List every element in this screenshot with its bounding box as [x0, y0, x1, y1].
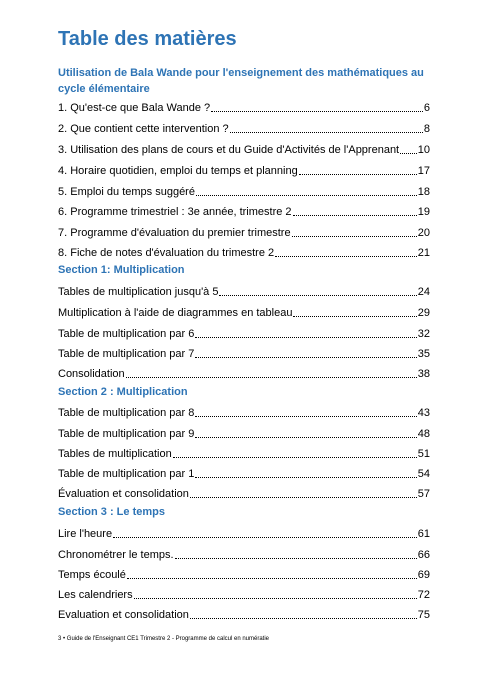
toc-leader-dots	[230, 132, 423, 133]
toc-entry-page: 10	[417, 144, 430, 156]
section-1-heading: Section 1: Multiplication	[58, 264, 185, 276]
toc-entry-label: Table de multiplication par 9	[58, 428, 195, 440]
toc-entry[interactable]	[58, 406, 430, 420]
toc-entry-label: Tables de multiplication jusqu'à 5	[58, 286, 219, 298]
toc-leader-dots	[195, 477, 416, 478]
toc-entry[interactable]	[58, 588, 430, 602]
toc-entry-page: 29	[417, 307, 430, 319]
toc-entry-label: 3. Utilisation des plans de cours et du Guide d'Activités de l'Apprenant	[58, 144, 400, 156]
toc-entry[interactable]	[58, 608, 430, 622]
toc-entry-label: Table de multiplication par 7	[58, 348, 195, 360]
toc-leader-dots	[293, 316, 416, 317]
toc-entry-label: Consolidation	[58, 368, 125, 380]
toc-entry[interactable]	[58, 205, 430, 219]
toc-entry-page: 48	[417, 428, 430, 440]
toc-leader-dots	[134, 598, 417, 599]
toc-entry-page: 43	[417, 407, 430, 419]
toc-entry[interactable]	[58, 548, 430, 562]
toc-entry-label: Table de multiplication par 6	[58, 328, 195, 340]
toc-entry[interactable]	[58, 467, 430, 481]
toc-entry-page: 24	[417, 286, 430, 298]
toc-leader-dots	[219, 295, 416, 296]
toc-leader-dots	[195, 357, 416, 358]
toc-entry-label: 6. Programme trimestriel : 3e année, trimestre 2	[58, 206, 292, 218]
toc-leader-dots	[127, 578, 417, 579]
toc-entry[interactable]	[58, 226, 430, 240]
toc-entry-label: Table de multiplication par 1	[58, 468, 195, 480]
toc-entry-label: 8. Fiche de notes d'évaluation du trimestre 2	[58, 247, 275, 259]
toc-entry-page: 57	[417, 488, 430, 500]
toc-entry[interactable]	[58, 327, 430, 341]
toc-entry[interactable]	[58, 285, 430, 299]
toc-leader-dots	[190, 618, 417, 619]
toc-entry-label: Table de multiplication par 8	[58, 407, 195, 419]
toc-entry-label: Multiplication à l'aide de diagrammes en tableau	[58, 307, 293, 319]
toc-entry[interactable]	[58, 306, 430, 320]
toc-entry-page: 6	[423, 102, 430, 114]
toc-entry-page: 32	[417, 328, 430, 340]
toc-entry[interactable]	[58, 164, 430, 178]
toc-entry-label: 2. Que contient cette intervention ?	[58, 123, 229, 135]
toc-leader-dots	[173, 457, 417, 458]
toc-entry-label: 4. Horaire quotidien, emploi du temps et planning	[58, 165, 298, 177]
toc-entry-page: 54	[417, 468, 430, 480]
toc-leader-dots	[196, 195, 417, 196]
toc-leader-dots	[113, 537, 417, 538]
toc-entry-label: 5. Emploi du temps suggéré	[58, 186, 195, 198]
toc-entry-page: 75	[417, 609, 430, 621]
toc-entry-page: 69	[417, 569, 430, 581]
toc-entry-page: 8	[423, 123, 430, 135]
toc-entry-page: 51	[417, 448, 430, 460]
toc-entry[interactable]	[58, 447, 430, 461]
toc-leader-dots	[195, 337, 416, 338]
toc-entry-label: Lire l'heure	[58, 528, 113, 540]
toc-entry-page: 66	[417, 549, 430, 561]
page-footer: 3 • Guide de l'Enseignant CE1 Trimestre 2 - Programme de calcul en numératie	[58, 636, 270, 642]
toc-entry-page: 20	[417, 227, 430, 239]
toc-entry-page: 21	[417, 247, 430, 259]
toc-leader-dots	[293, 215, 417, 216]
toc-leader-dots	[275, 256, 417, 257]
toc-entry-label: Tables de multiplication	[58, 448, 172, 460]
toc-entry[interactable]	[58, 568, 430, 582]
toc-entry-page: 72	[417, 589, 430, 601]
toc-entry[interactable]	[58, 527, 430, 541]
toc-entry[interactable]	[58, 101, 430, 115]
toc-entry-page: 19	[417, 206, 430, 218]
toc-leader-dots	[299, 174, 417, 175]
toc-leader-dots	[400, 153, 417, 154]
toc-entry[interactable]	[58, 367, 430, 381]
toc-entry[interactable]	[58, 143, 430, 157]
page-title: Table des matières	[58, 28, 237, 50]
toc-entry-page: 35	[417, 348, 430, 360]
toc-entry-page: 38	[417, 368, 430, 380]
section-2-heading: Section 2 : Multiplication	[58, 386, 188, 398]
toc-entry-label: 7. Programme d'évaluation du premier trimestre	[58, 227, 291, 239]
toc-entry[interactable]	[58, 427, 430, 441]
toc-leader-dots	[211, 111, 423, 112]
toc-leader-dots	[190, 497, 417, 498]
toc-entry[interactable]	[58, 122, 430, 136]
toc-entry[interactable]	[58, 487, 430, 501]
toc-entry-label: Les calendriers	[58, 589, 133, 601]
toc-leader-dots	[126, 377, 417, 378]
toc-entry[interactable]	[58, 185, 430, 199]
toc-entry-page: 17	[417, 165, 430, 177]
toc-entry-label: Evaluation et consolidation	[58, 609, 189, 621]
toc-leader-dots	[195, 437, 416, 438]
toc-leader-dots	[195, 416, 416, 417]
intro-heading: Utilisation de Bala Wande pour l'enseignement des mathématiques au cycle élémentaire	[58, 67, 424, 95]
toc-entry-label: Temps écoulé	[58, 569, 126, 581]
toc-entry-label: 1. Qu'est-ce que Bala Wande ?	[58, 102, 211, 114]
section-3-heading: Section 3 : Le temps	[58, 506, 165, 518]
toc-entry-page: 61	[417, 528, 430, 540]
toc-entry-label: Évaluation et consolidation	[58, 488, 189, 500]
toc-entry-page: 18	[417, 186, 430, 198]
toc-leader-dots	[175, 558, 417, 559]
toc-entry[interactable]	[58, 347, 430, 361]
toc-leader-dots	[292, 236, 417, 237]
toc-entry-label: Chronométrer le temps.	[58, 549, 174, 561]
toc-entry[interactable]	[58, 246, 430, 260]
